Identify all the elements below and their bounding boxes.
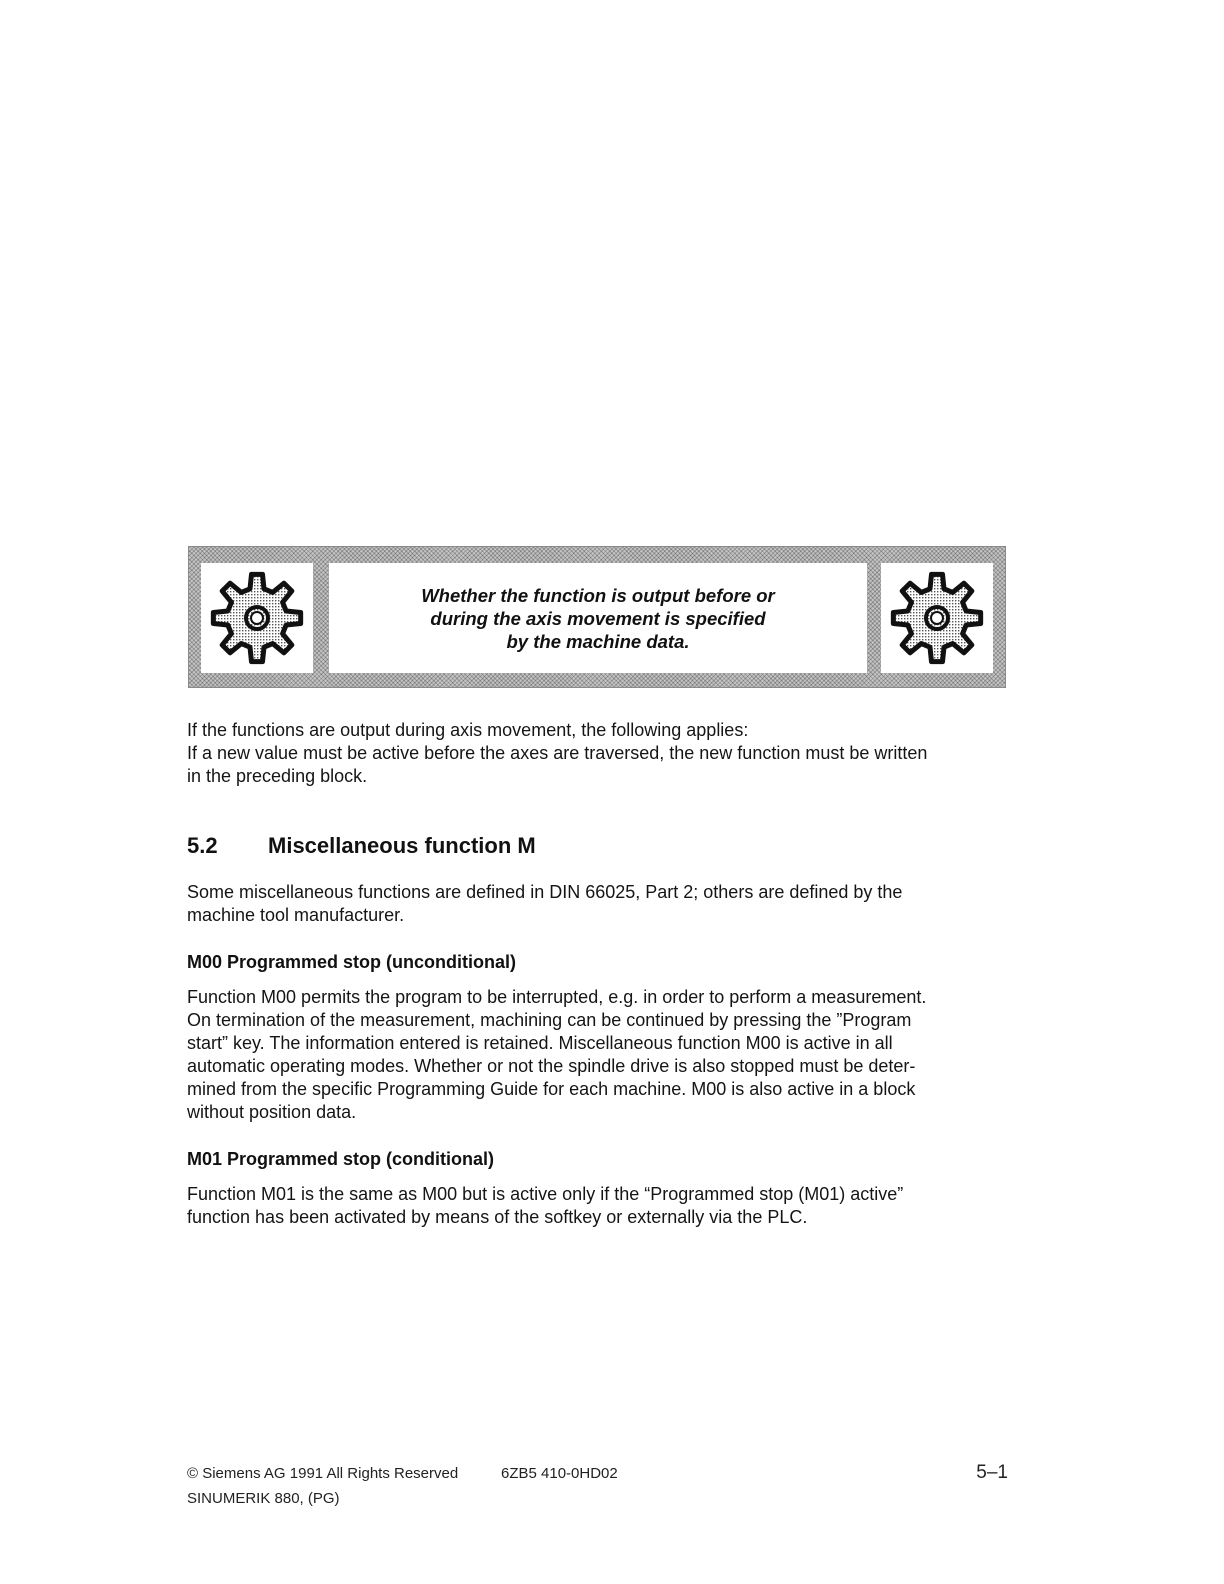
text-line: mined from the specific Programming Guide for each machine. M00 is also active in a block — [187, 1079, 916, 1099]
page-number: 5–1 — [976, 1462, 1008, 1483]
text-line: start” key. The information entered is retained. Miscellaneous function M00 is active in all — [187, 1033, 893, 1053]
footer-product: SINUMERIK 880, (PG) — [187, 1490, 340, 1507]
footer-copyright: © Siemens AG 1991 All Rights Reserved — [187, 1465, 459, 1482]
m00-heading: M00 Programmed stop (unconditional) — [187, 952, 517, 972]
note-text — [329, 563, 867, 673]
section-title: Miscellaneous function M — [268, 833, 536, 858]
text-line: in the preceding block. — [187, 766, 368, 786]
text-line: machine tool manufacturer. — [187, 905, 405, 925]
left-icon-cell — [201, 563, 313, 673]
note-line: Whether the function is output before or — [421, 584, 775, 606]
m01-paragraph — [187, 1183, 1007, 1229]
intro-paragraph — [187, 719, 1007, 788]
gear-hub — [251, 612, 263, 624]
m01-heading: M01 Programmed stop (conditional) — [187, 1149, 495, 1169]
text-line: Function M01 is the same as M00 but is active only if the “Programmed stop (M01) active” — [187, 1184, 904, 1204]
gear-icon — [209, 570, 305, 666]
note-line: by the machine data. — [506, 630, 690, 652]
text-line: If a new value must be active before the axes are traversed, the new function must be written — [187, 743, 928, 763]
machine-data-note — [188, 546, 1006, 688]
right-icon-cell — [881, 563, 993, 673]
text-line: automatic operating modes. Whether or not the spindle drive is also stopped must be deter- — [187, 1056, 916, 1076]
gear-icon — [889, 570, 985, 666]
section-number: 5.2 — [187, 833, 218, 858]
text-line: Some miscellaneous functions are defined in DIN 66025, Part 2; others are defined by the — [187, 882, 903, 902]
text-line: Function M00 permits the program to be interrupted, e.g. in order to perform a measurement. — [187, 987, 927, 1007]
text-line: function has been activated by means of the softkey or externally via the PLC. — [187, 1207, 808, 1227]
section-intro-paragraph — [187, 881, 1007, 927]
gear-hub — [931, 612, 943, 624]
text-line: If the functions are output during axis movement, the following applies: — [187, 720, 749, 740]
text-line: without position data. — [187, 1102, 357, 1122]
text-line: On termination of the measurement, machining can be continued by pressing the ”Program — [187, 1010, 912, 1030]
note-line: during the axis movement is specified — [430, 607, 766, 629]
m00-paragraph — [187, 986, 1007, 1124]
footer-order-number: 6ZB5 410-0HD02 — [501, 1465, 618, 1482]
